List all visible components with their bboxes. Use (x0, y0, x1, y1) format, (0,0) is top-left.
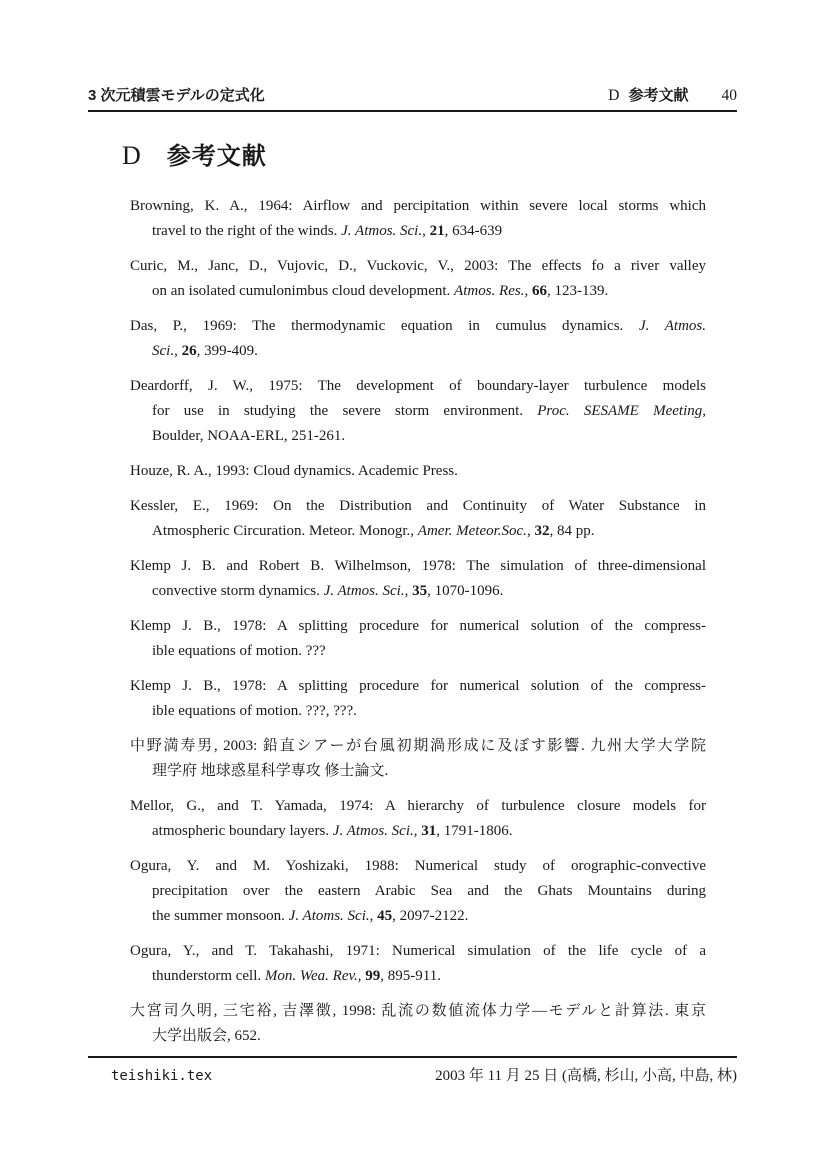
section-heading (122, 136, 267, 171)
reference-item (130, 374, 706, 449)
reference-line (130, 999, 706, 1024)
journal-name: J. Atmos. (638, 318, 706, 334)
reference-text: , (369, 908, 378, 924)
reference-text: , 1070-1096. (427, 583, 504, 599)
journal-name: J. Atmos. Sci. (341, 223, 423, 239)
reference-text: 理学府 地球惑星科学専攻 修士論文. (152, 763, 389, 779)
reference-line (130, 614, 706, 639)
reference-item (130, 314, 706, 364)
reference-item (130, 194, 706, 244)
reference-text: convective storm dynamics. (152, 583, 324, 599)
reference-text: on an isolated cumulonimbus cloud development. (152, 283, 455, 299)
reference-text: , (404, 583, 413, 599)
reference-line (130, 459, 706, 484)
reference-item (130, 614, 706, 664)
reference-text: , (526, 523, 535, 539)
reference-line (130, 699, 706, 724)
reference-text: 中野満寿男, 2003: 鉛直シアーが台風初期渦形成に及ぼす影響. 九州大学大学院 (130, 738, 706, 754)
reference-line (130, 939, 706, 964)
volume-number: 32 (534, 523, 550, 539)
header-running-title: 3 次元積雲モデルの定式化 (88, 87, 265, 104)
reference-line (130, 374, 706, 399)
reference-line (130, 424, 706, 449)
reference-line (130, 339, 706, 364)
reference-item (130, 674, 706, 724)
reference-text: Das, P., 1969: The thermodynamic equation in cumulus dynamics. (130, 318, 639, 334)
reference-list (130, 194, 706, 1059)
reference-line (130, 854, 706, 879)
reference-item (130, 854, 706, 929)
reference-text: , (174, 343, 182, 359)
reference-line (130, 219, 706, 244)
volume-number: 31 (421, 823, 437, 839)
reference-item (130, 794, 706, 844)
reference-line (130, 964, 706, 989)
reference-text: , 2097-2122. (392, 908, 469, 924)
reference-text: Kessler, E., 1969: On the Distribution and Continuity of Water Substance in (130, 498, 706, 514)
reference-line (130, 519, 706, 544)
reference-line (130, 314, 706, 339)
reference-line (130, 904, 706, 929)
reference-text: Atmospheric Circuration. Meteor. Monogr., (152, 523, 418, 539)
reference-text: ible equations of motion. ??? (152, 643, 326, 659)
volume-number: 99 (365, 968, 381, 984)
reference-line (130, 494, 706, 519)
reference-item (130, 734, 706, 784)
header-section-label: D (608, 87, 620, 104)
reference-text: Ogura, Y., and T. Takahashi, 1971: Numerical simulation of the life cycle of a (130, 943, 706, 959)
reference-text: Mellor, G., and T. Yamada, 1974: A hierarchy of turbulence closure models for (130, 798, 706, 814)
reference-line (130, 819, 706, 844)
reference-text: , (422, 223, 430, 239)
reference-text: Ogura, Y. and M. Yoshizaki, 1988: Numerical study of orographic-convective (130, 858, 706, 874)
reference-text: , 895-911. (380, 968, 441, 984)
reference-text: , 399-409. (196, 343, 258, 359)
reference-text: Klemp J. B. and Robert B. Wilhelmson, 1978: The simulation of three-dimensional (130, 558, 706, 574)
volume-number: 66 (531, 283, 547, 299)
reference-text: for use in studying the severe storm environment. (152, 403, 538, 419)
reference-item (130, 459, 706, 484)
reference-line (130, 579, 706, 604)
reference-line (130, 254, 706, 279)
reference-line (130, 1024, 706, 1049)
reference-text: thunderstorm cell. (152, 968, 265, 984)
reference-text: Klemp J. B., 1978: A splitting procedure for numerical solution of the compress- (130, 618, 706, 634)
reference-text: 大宮司久明, 三宅裕, 吉澤徴, 1998: 乱流の数値流体力学—モデルと計算法. 東京 (130, 1003, 706, 1019)
reference-line (130, 794, 706, 819)
journal-name: J. Atmos. Sci. (323, 583, 405, 599)
reference-text: precipitation over the eastern Arabic Sea and the Ghats Mountains during (152, 883, 706, 899)
reference-text: , (524, 283, 532, 299)
reference-text: 大学出版会, 652. (152, 1028, 261, 1044)
volume-number: 35 (412, 583, 428, 599)
page-header (88, 84, 737, 105)
reference-line (130, 279, 706, 304)
reference-line (130, 879, 706, 904)
reference-text: , 1791-1806. (436, 823, 513, 839)
reference-text: Deardorff, J. W., 1975: The development of boundary-layer turbulence models (130, 378, 706, 394)
reference-item (130, 554, 706, 604)
volume-number: 45 (377, 908, 393, 924)
volume-number: 21 (429, 223, 445, 239)
reference-text: Curic, M., Janc, D., Vujovic, D., Vuckovic, V., 2003: The effects fo a river valley (130, 258, 706, 274)
reference-text: , 84 pp. (549, 523, 595, 539)
reference-text: , 123-139. (546, 283, 609, 299)
journal-name: J. Atmos. Sci. (332, 823, 414, 839)
reference-item (130, 999, 706, 1049)
reference-line (130, 194, 706, 219)
reference-item (130, 254, 706, 304)
journal-name: Proc. SESAME Meeting (537, 403, 703, 419)
reference-text: Boulder, NOAA-ERL, 251-261. (152, 428, 346, 444)
reference-line (130, 674, 706, 699)
reference-text: travel to the right of the winds. (152, 223, 342, 239)
header-section-name: 参考文献 (628, 87, 689, 104)
page-footer (88, 1064, 737, 1085)
reference-text: Browning, K. A., 1964: Airflow and percipitation within severe local storms which (130, 198, 706, 214)
reference-text: ible equations of motion. ???, ???. (152, 703, 357, 719)
reference-text: the summer monsoon. (152, 908, 289, 924)
journal-name: Mon. Wea. Rev. (264, 968, 358, 984)
reference-text: Klemp J. B., 1978: A splitting procedure for numerical solution of the compress- (130, 678, 706, 694)
journal-name: J. Atoms. Sci. (288, 908, 370, 924)
section-title: 参考文献 (166, 143, 267, 170)
footer-date-authors: 2003 年 11 月 25 日 (高橋, 杉山, 小高, 中島, 林) (435, 1068, 737, 1084)
reference-line (130, 639, 706, 664)
journal-name: Amer. Meteor.Soc. (417, 523, 527, 539)
footer-rule (88, 1056, 737, 1058)
volume-number: 26 (181, 343, 197, 359)
reference-item (130, 939, 706, 989)
reference-line (130, 554, 706, 579)
reference-text: , (357, 968, 366, 984)
reference-text: , 634-639 (444, 223, 503, 239)
reference-line (130, 734, 706, 759)
reference-text: , (702, 403, 706, 419)
header-rule (88, 110, 737, 112)
reference-line (130, 399, 706, 424)
reference-item (130, 494, 706, 544)
reference-line (130, 759, 706, 784)
header-section-info (608, 84, 737, 105)
reference-text: Houze, R. A., 1993: Cloud dynamics. Academic Press. (130, 463, 458, 479)
journal-name: Sci. (152, 343, 175, 359)
header-page-number: 40 (721, 87, 737, 104)
journal-name: Atmos. Res. (454, 283, 525, 299)
section-number: D (122, 141, 141, 170)
reference-text: atmospheric boundary layers. (152, 823, 333, 839)
reference-text: , (413, 823, 422, 839)
footer-filename: teishiki.tex (111, 1068, 213, 1084)
